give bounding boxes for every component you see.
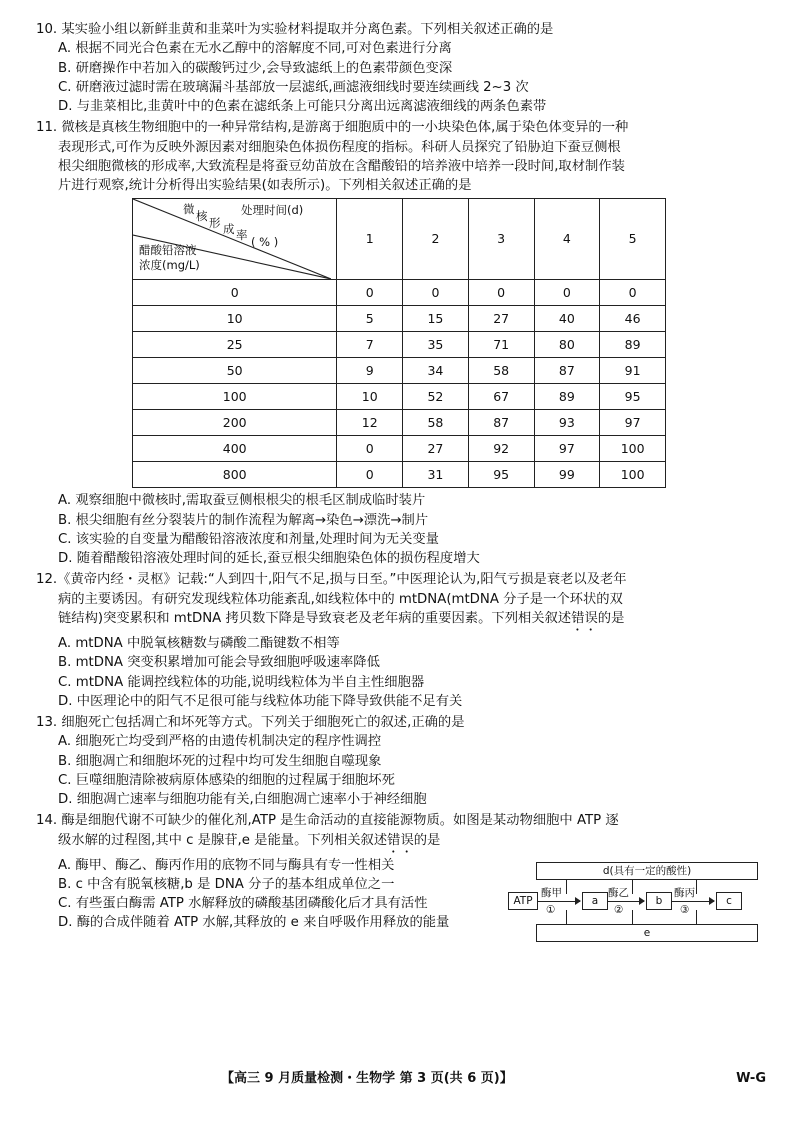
conc-cell: 100 (133, 384, 337, 410)
connector-line (566, 910, 567, 924)
rate-cell: 95 (600, 384, 666, 410)
table-row (133, 436, 666, 462)
rate-cell: 9 (337, 358, 403, 384)
rate-cell: 99 (534, 462, 600, 488)
option-b: B. mtDNA 突变积累增加可能会导致细胞呼吸速率降低 (58, 655, 380, 671)
connector-line (632, 910, 633, 924)
table-row (133, 332, 666, 358)
rate-cell: 0 (403, 280, 469, 306)
option-c: C. mtDNA 能调控线粒体的功能,说明线粒体为半自主性细胞器 (58, 674, 425, 690)
corner-label-time: 处理时间(d) (241, 203, 304, 218)
day-header: 1 (337, 199, 403, 280)
option-b: B. 根尖细胞有丝分裂装片的制作流程为解离→染色→漂洗→制片 (58, 512, 429, 528)
question-10-stem: 10. 某实验小组以新鲜韭黄和韭菜叶为实验材料提取并分离色素。下列相关叙述正确的是 (36, 22, 554, 37)
conc-cell: 0 (133, 280, 337, 306)
day-header: 5 (600, 199, 666, 280)
stem-text: 链结构)突变累积和 mtDNA 拷贝数下降是导致衰老及老年病的重要因素。下列相关叙述 (58, 610, 572, 626)
question-14-body (36, 856, 766, 939)
rate-cell: 12 (337, 410, 403, 436)
rate-cell: 67 (468, 384, 534, 410)
atp-hydrolysis-diagram (508, 862, 758, 940)
rate-cell: 87 (468, 410, 534, 436)
corner-label-rate-char: 形 (209, 216, 221, 231)
rate-cell: 7 (337, 332, 403, 358)
question-10 (36, 20, 766, 116)
table-row (133, 384, 666, 410)
table-corner-cell (133, 199, 337, 280)
rate-cell: 10 (337, 384, 403, 410)
rate-cell: 0 (600, 280, 666, 306)
rate-cell: 0 (337, 436, 403, 462)
table-row (133, 462, 666, 488)
enzyme-label: 酶乙 (608, 886, 629, 899)
question-14 (36, 811, 766, 939)
corner-label-conc: 醋酸铅溶液 (139, 243, 197, 258)
corner-label-rate-char: 核 (196, 209, 208, 224)
rate-cell: 0 (468, 280, 534, 306)
rate-cell: 97 (534, 436, 600, 462)
rate-cell: 34 (403, 358, 469, 384)
corner-label-conc-unit: 浓度(mg/L) (139, 258, 200, 273)
option-c: C. 巨噬细胞清除被病原体感染的细胞的过程属于细胞坏死 (58, 772, 395, 788)
node-c: c (716, 892, 742, 910)
option-a: A. 根据不同光合色素在无水乙醇中的溶解度不同,可对色素进行分离 (58, 41, 452, 57)
option-d: D. 酶的合成伴随着 ATP 水解,其释放的 e 来自呼吸作用释放的能量 (58, 915, 450, 931)
table-row (133, 280, 666, 306)
rate-cell: 95 (468, 462, 534, 488)
option-c: C. 该实验的自变量为醋酸铅溶液浓度和剂量,处理时间为无关变量 (58, 531, 439, 547)
conc-cell: 25 (133, 332, 337, 358)
question-13 (36, 713, 766, 809)
exam-page (36, 20, 766, 1086)
conc-cell: 400 (133, 436, 337, 462)
table-row (133, 306, 666, 332)
rate-cell: 35 (403, 332, 469, 358)
day-header: 3 (468, 199, 534, 280)
micronucleus-table-wrap (132, 198, 766, 488)
option-d: D. 随着醋酸铅溶液处理时间的延长,蚕豆根尖细胞染色体的损伤程度增大 (58, 551, 480, 567)
rate-cell: 0 (534, 280, 600, 306)
conc-cell: 200 (133, 410, 337, 436)
option-a: A. 观察细胞中微核时,需取蚕豆侧根根尖的根毛区制成临时装片 (58, 493, 426, 509)
rate-cell: 92 (468, 436, 534, 462)
corner-label-rate-char: 率 (236, 228, 248, 243)
rate-cell: 80 (534, 332, 600, 358)
connector-line (566, 879, 567, 894)
question-12-stem-line: 病的主要诱因。有研究发现线粒体功能紊乱,如线粒体中的 mtDNA(mtDNA 分子是一个环状的双 (58, 591, 623, 607)
rate-cell: 89 (534, 384, 600, 410)
option-b: B. 细胞凋亡和细胞坏死的过程中均可发生细胞自噬现象 (58, 753, 382, 769)
day-header: 4 (534, 199, 600, 280)
rate-cell: 31 (403, 462, 469, 488)
question-12-stem-line (36, 609, 766, 634)
option-d: D. 中医理论中的阳气不足很可能与线粒体功能下降导致供能不足有关 (58, 693, 463, 709)
question-11-stem-line: 11. 微核是真核生物细胞中的一种异常结构,是游离于细胞质中的一小块染色体,属于染色体变异的一种 (36, 120, 629, 136)
table-row (133, 358, 666, 384)
table-row (133, 410, 666, 436)
rate-cell: 87 (534, 358, 600, 384)
option-a: A. mtDNA 中脱氧核糖数与磷酸二酯键数不相等 (58, 635, 340, 651)
stem-end: 的是 (597, 610, 625, 626)
node-a: a (582, 892, 608, 910)
step-label: ② (614, 903, 624, 916)
footer-code: W-G (736, 1071, 766, 1086)
table-header-row (133, 199, 666, 280)
option-a: A. 酶甲、酶乙、酶丙作用的底物不同与酶具有专一性相关 (58, 857, 395, 873)
connector-line (696, 879, 697, 894)
band-e: e (536, 924, 758, 942)
rate-cell: 27 (468, 306, 534, 332)
rate-cell: 52 (403, 384, 469, 410)
question-12-stem-line: 12.《黄帝内经・灵枢》记载:“人到四十,阳气不足,损与日至。”中医理论认为,阳气亏损是衰老以及老年 (36, 572, 627, 588)
corner-label-unit: ( % ) (251, 235, 279, 250)
question-14-stem-line: 14. 酶是细胞代谢不可缺少的催化剂,ATP 是生命活动的直接能源物质。如图是某动物细胞中 ATP 逐 (36, 813, 619, 829)
enzyme-label: 酶丙 (674, 886, 695, 899)
stem-text: 级水解的过程图,其中 c 是腺苷,e 是能量。下列相关叙述 (58, 832, 388, 848)
emphasis-text: 错误 (387, 832, 414, 848)
node-atp: ATP (508, 892, 538, 910)
option-b: B. c 中含有脱氧核糖,b 是 DNA 分子的基本组成单位之一 (58, 876, 395, 892)
rate-cell: 40 (534, 306, 600, 332)
enzyme-label: 酶甲 (541, 886, 562, 899)
node-b: b (646, 892, 672, 910)
rate-cell: 58 (403, 410, 469, 436)
rate-cell: 100 (600, 462, 666, 488)
connector-line (696, 910, 697, 924)
day-header: 2 (403, 199, 469, 280)
stem-end: 的是 (413, 832, 441, 848)
option-a: A. 细胞死亡均受到严格的由遗传机制决定的程序性调控 (58, 734, 382, 750)
footer-page-info: 【高三 9 月质量检测・生物学 第 3 页(共 6 页)】 (221, 1071, 513, 1086)
option-d: D. 细胞凋亡速率与细胞功能有关,白细胞凋亡速率小于神经细胞 (58, 792, 427, 808)
rate-cell: 15 (403, 306, 469, 332)
question-11 (36, 118, 766, 568)
conc-cell: 800 (133, 462, 337, 488)
rate-cell: 0 (337, 462, 403, 488)
rate-cell: 97 (600, 410, 666, 436)
rate-cell: 58 (468, 358, 534, 384)
question-12 (36, 570, 766, 711)
option-c: C. 有些蛋白酶需 ATP 水解释放的磷酸基团磷酸化后才具有活性 (58, 896, 428, 912)
step-label: ① (546, 903, 556, 916)
micronucleus-table (132, 198, 666, 488)
rate-cell: 0 (337, 280, 403, 306)
conc-cell: 10 (133, 306, 337, 332)
step-label: ③ (680, 903, 690, 916)
rate-cell: 27 (403, 436, 469, 462)
rate-cell: 71 (468, 332, 534, 358)
question-11-stem-line: 表现形式,可作为反映外源因素对细胞染色体损伤程度的指标。科研人员探究了铅胁迫下蚕豆侧根 (58, 139, 621, 155)
question-14-options (36, 856, 449, 933)
rate-cell: 89 (600, 332, 666, 358)
question-11-stem-line: 片进行观察,统计分析得出实验结果(如表所示)。下列相关叙述正确的是 (58, 178, 472, 194)
emphasis-text: 错误 (571, 610, 598, 626)
band-d: d(具有一定的酸性) (536, 862, 758, 880)
rate-cell: 93 (534, 410, 600, 436)
question-11-stem-line: 根尖细胞微核的形成率,大致流程是将蚕豆幼苗放在含醋酸铅的培养液中培养一段时间,取材制作装 (58, 158, 625, 174)
rate-cell: 100 (600, 436, 666, 462)
corner-label-rate-char: 微 (183, 202, 195, 217)
corner-label-rate-char: 成 (223, 222, 235, 237)
rate-cell: 46 (600, 306, 666, 332)
option-c: C. 研磨液过滤时需在玻璃漏斗基部放一层滤纸,画滤液细线时要连续画线 2~3 次 (58, 79, 529, 95)
rate-cell: 5 (337, 306, 403, 332)
rate-cell: 91 (600, 358, 666, 384)
connector-line (632, 879, 633, 894)
option-b: B. 研磨操作中若加入的碳酸钙过少,会导致滤纸上的色素带颜色变深 (58, 60, 453, 76)
option-d: D. 与韭菜相比,韭黄叶中的色素在滤纸条上可能只分离出远离滤液细线的两条色素带 (58, 99, 547, 115)
question-13-stem: 13. 细胞死亡包括凋亡和坏死等方式。下列关于细胞死亡的叙述,正确的是 (36, 715, 465, 731)
question-14-stem-line (36, 831, 766, 856)
conc-cell: 50 (133, 358, 337, 384)
